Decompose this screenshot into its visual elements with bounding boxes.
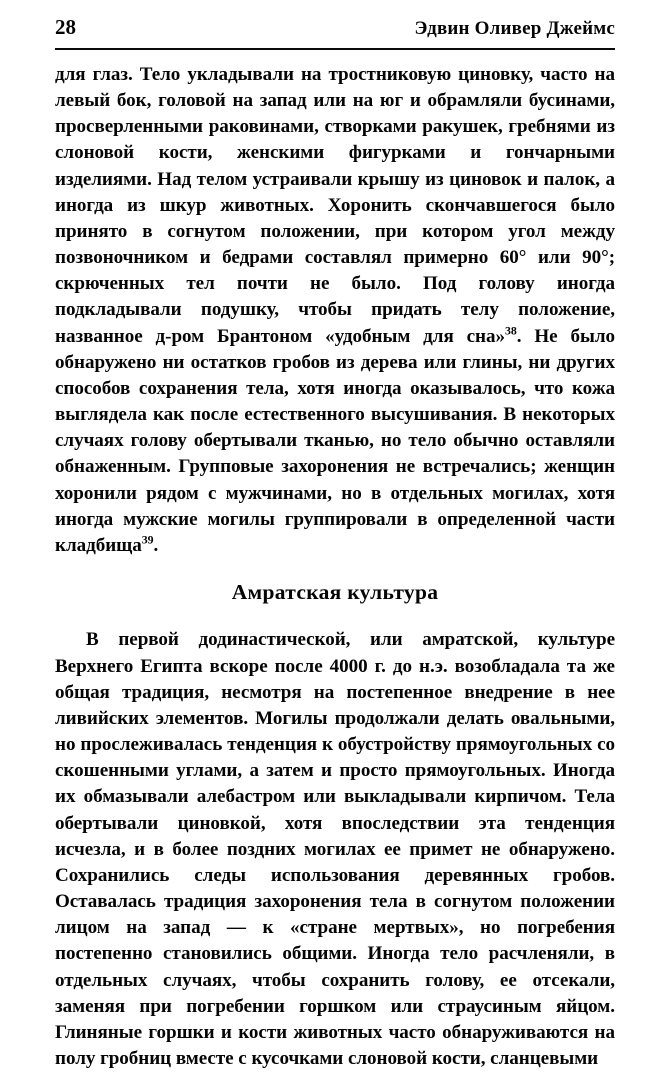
heading-spacer-top: [55, 559, 615, 582]
heading-spacer-bottom: [55, 603, 615, 627]
section-heading: Амратская культура: [231, 579, 439, 604]
paragraph-amratian-culture: В первой додинастической, или амратской, культуре Верхнего Египта вскоре после 4000 г. до н.э. возобладала та же общая традиция, несмотря на постепенное внедрение в нее ливийских элементов. Могилы продолжали делать овальными, но прослеживалась тенденция к обустройству прямоугольных со скошенными углами, а затем и просто прямоугольных. Иногда их обмазывали алебастром или выкладывали кирпичом. Тела обертывали циновкой, хотя впоследствии эта тенденция исчезла, и в более поздних могилах ее примет не обнаружено. Сохранились следы использования деревянных гробов. Оставалась традиция захоронения тела в согнутом положении лицом на запад — к «стране мертвых», но погребения постепенно становились общими. Иногда тело расчленяли, в отдельных случаях, чтобы сохранить голову, ее отсекали, заменяя при погребении горшком или страусиным яйцом. Глиняные горшки и кости животных часто обнаруживаются на полу гробниц вместе с кусочками слоновой кости, сланцевыми: [55, 629, 615, 1069]
paragraph-1-continuation: . Не было обнаружено ни остатков гробов из дерева или глины, ни других способов сохранения тела, хотя иногда оказывалось, что кожа выглядела как после естественного высушивания. В некоторых случаях голову обертывали тканью, но тело обычно оставляли обнаженным. Групповые захоронения не встречались; женщин хоронили рядом с мужчинами, но в отдельных могилах, хотя иногда мужские могилы группировали в определенной части кладбища: [55, 325, 615, 556]
paragraph-1-text: для глаз. Тело укладывали на тростниковую циновку, часто на левый бок, головой на запад или на юг и обрамляли бусинами, просверленными раковинами, створками ракушек, гребнями из слоновой кости, женскими фигурками и гончарными изделиями. Над телом устраивали крышу из циновок и палок, а иногда из шкур животных. Хоронить скончавшегося было принято в согнутом положении, при котором угол между позвоночником и бедрами составлял примерно 60° или 90°; скрюченных тел почти не было. Под голову иногда подкладывали подушку, чтобы придать телу положение, названное д-ром Брантоном «удобным для сна»: [55, 64, 615, 347]
footnote-marker-39: 39: [141, 532, 154, 547]
text-block: [55, 62, 615, 1072]
paragraph-continued: [55, 62, 615, 559]
header-rule: [55, 48, 615, 50]
paragraph-1-terminal-punctuation: .: [153, 534, 159, 556]
running-head: [55, 17, 615, 38]
page-number: 28: [55, 15, 76, 39]
running-head-title: Эдвин Оливер Джеймс: [414, 18, 615, 39]
footnote-marker-38: 38: [505, 323, 517, 338]
